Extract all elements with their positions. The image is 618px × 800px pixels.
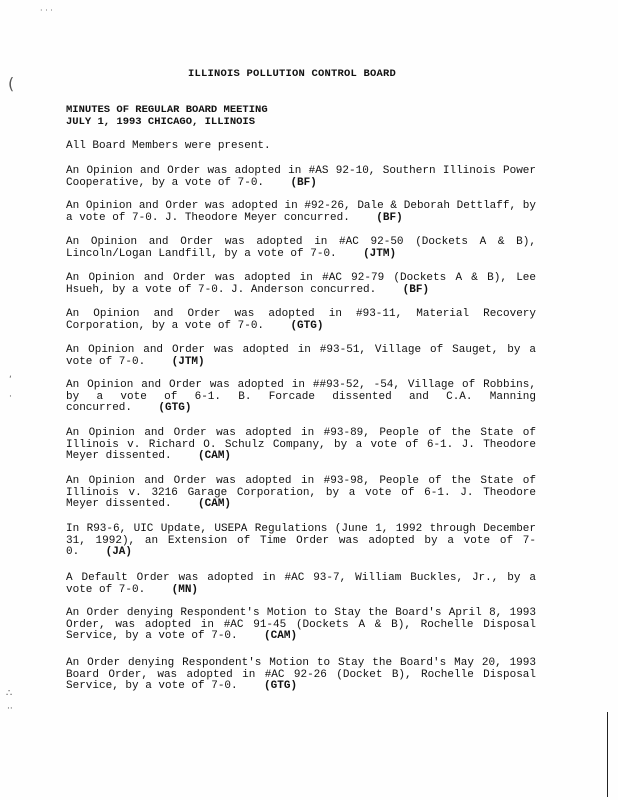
item-initials: (CAM) xyxy=(198,450,232,463)
item-initials: (GTG) xyxy=(290,319,324,332)
scan-speck: ·· xyxy=(7,704,13,714)
minutes-item xyxy=(66,345,536,368)
board-title: ILLINOIS POLLUTION CONTROL BOARD xyxy=(188,68,397,80)
attendance-line: All Board Members were present. xyxy=(66,140,271,152)
scan-speck: ‘ xyxy=(9,375,12,385)
meeting-date: JULY 1, 1993 CHICAGO, ILLINOIS xyxy=(66,116,256,128)
minutes-item xyxy=(66,201,536,224)
item-text: An Opinion and Order was adopted in #93-51, Village of Sauget, by a vote of 7-0. xyxy=(66,344,536,368)
item-text: In R93-6, UIC Update, USEPA Regulations (June 1, 1992 through December 31, 1992), an Extension of Time Order was adopted by a vote of 7-0. xyxy=(66,523,536,559)
minutes-item xyxy=(66,273,536,296)
minutes-item xyxy=(66,524,536,559)
minutes-item xyxy=(66,608,536,643)
minutes-item xyxy=(66,573,536,596)
item-text: An Opinion and Order was adopted in ##93-52, -54, Village of Robbins, by a vote of 6-1. B. Forcade dissented and C.A. Manning concurred. xyxy=(66,379,536,415)
item-initials: (JA) xyxy=(105,546,133,559)
item-text: An Opinion and Order was adopted in #93-89, People of the State of Illinois v. Richard O. Schulz Company, by a vote of 6-1. J. Theodore Meyer dissented. xyxy=(66,427,536,463)
item-text: An Opinion and Order was adopted in #AC 92-79 (Dockets A & B), Lee Hsueh, by a vote of 7-0. J. Anderson concurred. xyxy=(66,272,536,296)
scan-edge-line xyxy=(607,712,608,797)
item-initials: (GTG) xyxy=(264,680,298,693)
minutes-item xyxy=(66,309,536,332)
minutes-item xyxy=(66,476,536,511)
scan-speck: ∴ xyxy=(6,688,13,699)
item-initials: (JTM) xyxy=(363,247,397,260)
item-text: An Opinion and Order was adopted in #AS 92-10, Southern Illinois Power Cooperative, by a vote of 7-0. xyxy=(66,165,536,189)
item-text: An Order denying Respondent's Motion to Stay the Board's May 20, 1993 Board Order, was adopted in #AC 92-26 (Docket B), Rochelle Disposal Service, by a vote of 7-0. xyxy=(66,657,536,693)
minutes-item xyxy=(66,658,536,693)
item-text: An Opinion and Order was adopted in #AC 92-50 (Dockets A & B), Lincoln/Logan Landfill, by a vote of 7-0. xyxy=(66,236,536,260)
item-initials: (GTG) xyxy=(158,402,192,415)
minutes-item xyxy=(66,166,536,189)
minutes-item xyxy=(66,237,536,260)
scan-mark: ( xyxy=(8,74,15,93)
minutes-item xyxy=(66,428,536,463)
item-initials: (BF) xyxy=(290,176,317,189)
scan-speck: · · · xyxy=(40,6,53,15)
minutes-item xyxy=(66,380,536,415)
item-initials: (BF) xyxy=(376,211,403,224)
item-text: An Opinion and Order was adopted in #92-26, Dale & Deborah Dettlaff, by a vote of 7-0. J. Theodore Meyer concurred. xyxy=(66,200,536,224)
meeting-title: MINUTES OF REGULAR BOARD MEETING xyxy=(66,104,268,116)
item-initials: (CAM) xyxy=(264,630,298,643)
scan-speck: · xyxy=(9,392,12,402)
item-text: An Order denying Respondent's Motion to Stay the Board's April 8, 1993 Order, was adopted in #AC 91-45 (Dockets A & B), Rochelle Disposal Service, by a vote of 7-0. xyxy=(66,607,536,643)
item-initials: (JTM) xyxy=(171,355,205,368)
item-initials: (MN) xyxy=(171,583,199,596)
item-text: A Default Order was adopted in #AC 93-7, William Buckles, Jr., by a vote of 7-0. xyxy=(66,572,536,596)
item-text: An Opinion and Order was adopted in #93-98, People of the State of Illinois v. 3216 Garage Corporation, by a vote of 6-1. J. Theodore Meyer dissented. xyxy=(66,475,536,511)
item-initials: (BF) xyxy=(402,283,430,296)
item-text: An Opinion and Order was adopted in #93-11, Material Recovery Corporation, by a vote of 7-0. xyxy=(66,308,536,332)
item-initials: (CAM) xyxy=(198,498,232,511)
